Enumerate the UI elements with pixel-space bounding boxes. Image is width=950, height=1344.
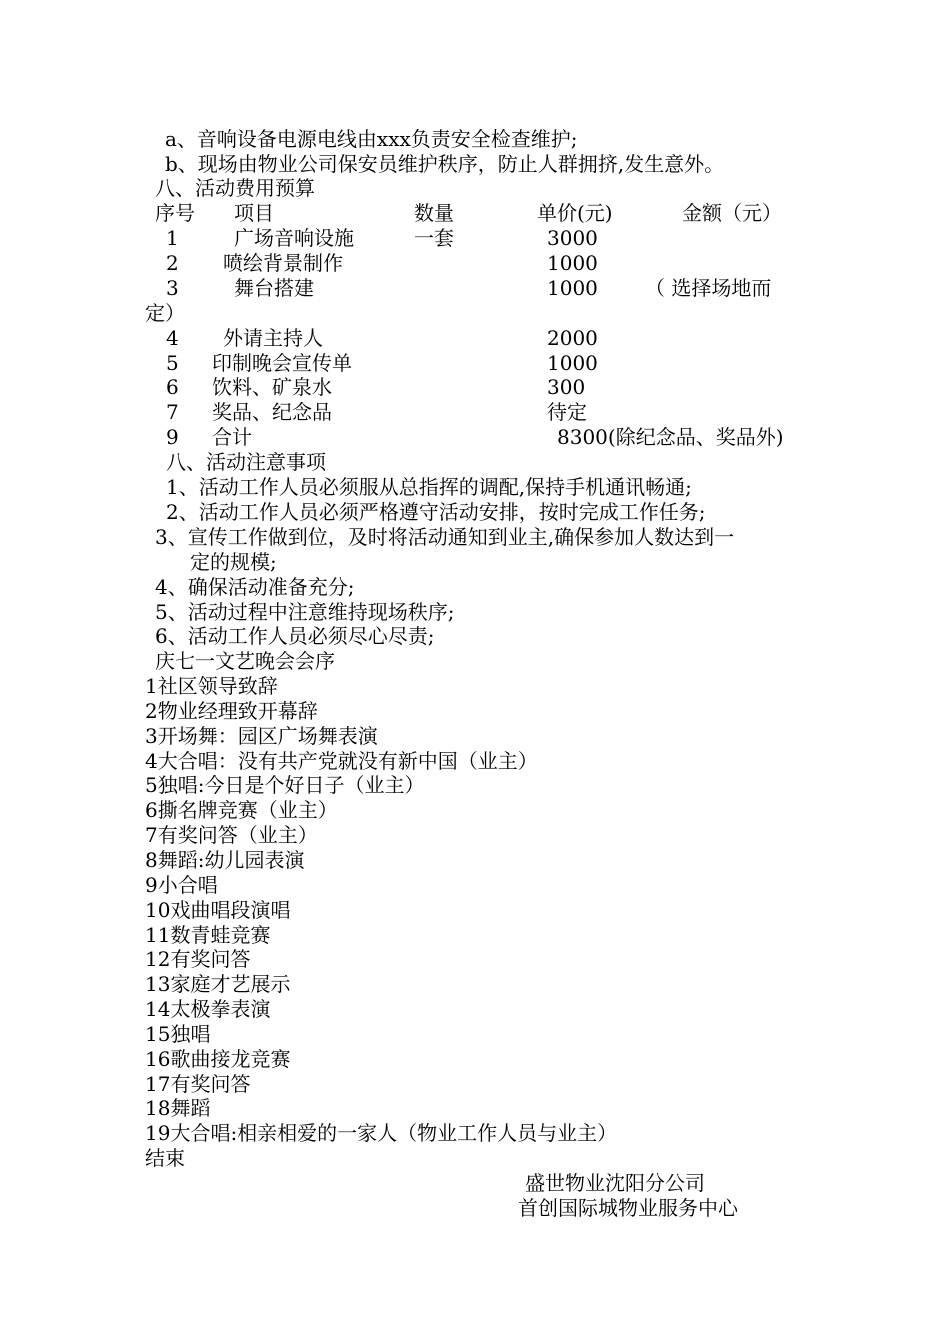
budget-row-price: 1000 (547, 351, 598, 375)
budget-row-item: 印制晚会宣传单 (212, 351, 352, 375)
program-item: 12有奖问答 (145, 947, 251, 971)
budget-row-no: 2 (166, 251, 179, 275)
budget-total-value: 8300(除纪念品、奖品外) (557, 425, 784, 449)
budget-heading: 八、活动费用预算 (155, 176, 315, 200)
program-item: 7有奖问答（业主） (145, 823, 318, 847)
program-item: 16歌曲接龙竞赛 (145, 1047, 291, 1071)
notes-item: 3、宣传工作做到位，及时将活动通知到业主,确保参加人数达到一 (155, 525, 735, 549)
notes-item: 4、确保活动准备充分; (155, 575, 355, 599)
program-end: 结束 (145, 1146, 185, 1170)
budget-row-price: 1000 (547, 276, 598, 300)
program-item: 10戏曲唱段演唱 (145, 898, 291, 922)
budget-row-no: 9 (166, 425, 179, 449)
program-item: 4大合唱：没有共产党就没有新中国（业主） (145, 749, 538, 773)
program-item: 11数青蛙竞赛 (145, 923, 271, 947)
budget-row-price: 300 (547, 375, 586, 399)
signature-company: 盛世物业沈阳分公司 (525, 1171, 705, 1195)
budget-header-qty: 数量 (414, 201, 454, 225)
program-item: 14太极拳表演 (145, 997, 271, 1021)
program-title: 庆七一文艺晚会会序 (155, 649, 335, 673)
budget-row-price: 待定 (547, 400, 587, 424)
program-item: 1社区领导致辞 (145, 674, 278, 698)
safety-line-a: a、音响设备电源电线由xxx负责安全检查维护; (165, 127, 578, 151)
budget-row-qty: 一套 (414, 226, 454, 250)
signature-center: 首创国际城物业服务中心 (518, 1196, 738, 1220)
program-item: 6撕名牌竞赛（业主） (145, 798, 338, 822)
budget-row-item: 舞台搭建 (234, 276, 314, 300)
budget-row-no: 4 (166, 326, 179, 350)
budget-row-no: 7 (166, 400, 179, 424)
program-item: 2物业经理致开幕辞 (145, 699, 318, 723)
budget-row-item: 外请主持人 (223, 326, 323, 350)
budget-row-note: （ 选择场地而 (645, 276, 772, 300)
program-item: 8舞蹈:幼儿园表演 (145, 848, 305, 872)
budget-row-price: 2000 (547, 326, 598, 350)
budget-header-amount: 金额（元） (682, 201, 782, 225)
notes-item: 2、活动工作人员必须严格遵守活动安排，按时完成工作任务; (166, 500, 706, 524)
program-item: 9小合唱 (145, 873, 218, 897)
safety-line-b: b、现场由物业公司保安员维护秩序，防止人群拥挤,发生意外。 (165, 152, 725, 176)
budget-row-item: 广场音响设施 (234, 226, 354, 250)
budget-row-item: 奖品、纪念品 (212, 400, 332, 424)
budget-row-no: 1 (166, 226, 179, 250)
notes-item: 5、活动过程中注意维持现场秩序; (155, 600, 455, 624)
budget-header-no: 序号 (155, 201, 195, 225)
budget-row-price: 3000 (547, 226, 598, 250)
program-item: 5独唱:今日是个好日子（业主） (145, 773, 425, 797)
budget-total-label: 合计 (212, 425, 252, 449)
notes-heading: 八、活动注意事项 (166, 450, 326, 474)
program-item: 18舞蹈 (145, 1096, 211, 1120)
budget-row-no: 6 (166, 375, 179, 399)
notes-item-cont: 定的规模; (190, 550, 277, 574)
program-item: 3开场舞：园区广场舞表演 (145, 724, 378, 748)
program-item: 13家庭才艺展示 (145, 972, 291, 996)
program-item: 19大合唱:相亲相爱的一家人（物业工作人员与业主） (145, 1121, 618, 1145)
budget-row-item: 喷绘背景制作 (223, 251, 343, 275)
budget-row-no: 3 (166, 276, 179, 300)
budget-row-price: 1000 (547, 251, 598, 275)
budget-row-note-cont: 定） (145, 301, 185, 325)
budget-header-item: 项目 (234, 201, 274, 225)
budget-row-no: 5 (166, 351, 179, 375)
program-item: 17有奖问答 (145, 1072, 251, 1096)
budget-header-price: 单价(元) (537, 201, 613, 225)
notes-item: 1、活动工作人员必须服从总指挥的调配,保持手机通讯畅通; (166, 475, 692, 499)
budget-row-item: 饮料、矿泉水 (212, 375, 332, 399)
notes-item: 6、活动工作人员必须尽心尽责; (155, 624, 435, 648)
program-item: 15独唱 (145, 1022, 211, 1046)
